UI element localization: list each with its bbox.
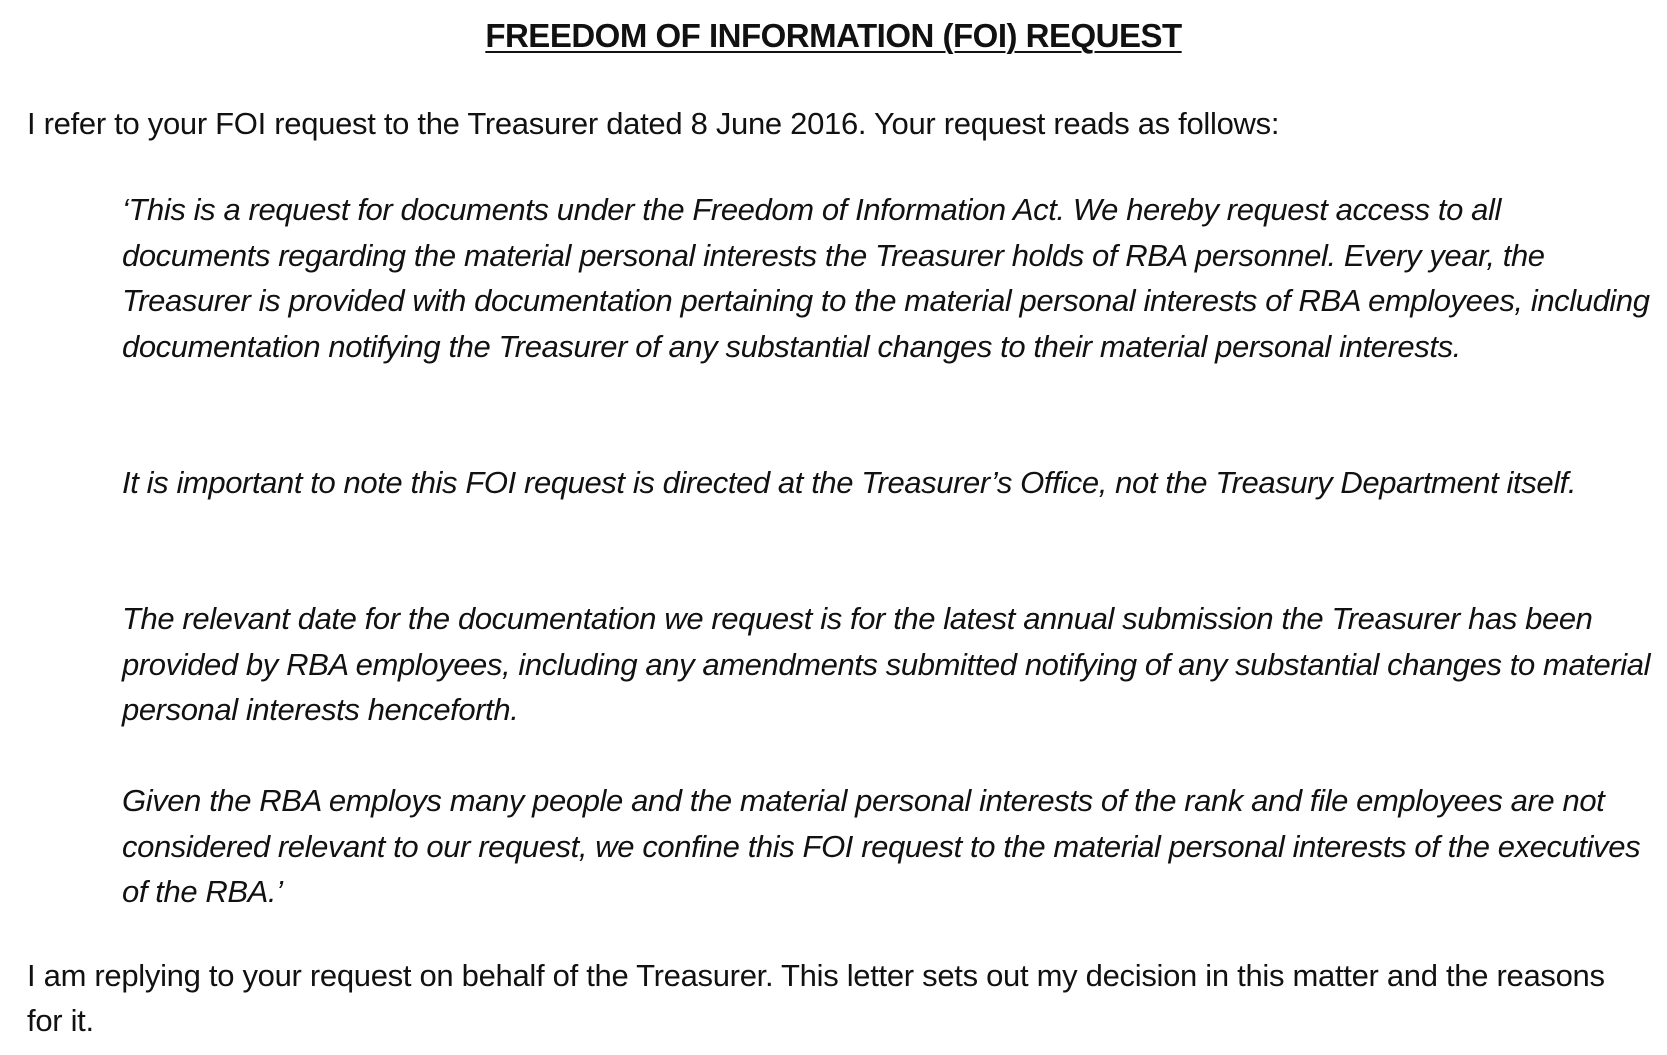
- quoted-request-paragraph-2: It is important to note this FOI request is directed at the Treasurer’s Office, not the Treasury Department itself.: [122, 465, 1577, 500]
- quoted-request-paragraph-4: Given the RBA employs many people and the material personal interests of the rank and file employees are not considered relevant to our request, we confine this FOI request to the material personal interests of the executives of the RBA.’: [122, 783, 1641, 909]
- document-title-container: [0, 16, 1667, 56]
- intro-paragraph: I refer to your FOI request to the Treasurer dated 8 June 2016. Your request reads as follows:: [27, 106, 1280, 141]
- quoted-request-paragraph-3: The relevant date for the documentation we request is for the latest annual submission the Treasurer has been provided by RBA employees, including any amendments submitted notifying of any substantial changes to material personal interests henceforth.: [122, 601, 1651, 727]
- document-title: FREEDOM OF INFORMATION (FOI) REQUEST: [485, 17, 1182, 54]
- quoted-request-paragraph-1: ‘This is a request for documents under the Freedom of Information Act. We hereby request access to all documents regarding the material personal interests the Treasurer holds of RBA personnel. Every year, the Treasurer is provided with documentation pertaining to the material personal interests of RBA employees, including documentation notifying the Treasurer of any substantial changes to their material personal interests.: [122, 192, 1650, 364]
- reply-paragraph: I am replying to your request on behalf of the Treasurer. This letter sets out my decision in this matter and the reasons for it.: [27, 958, 1605, 1038]
